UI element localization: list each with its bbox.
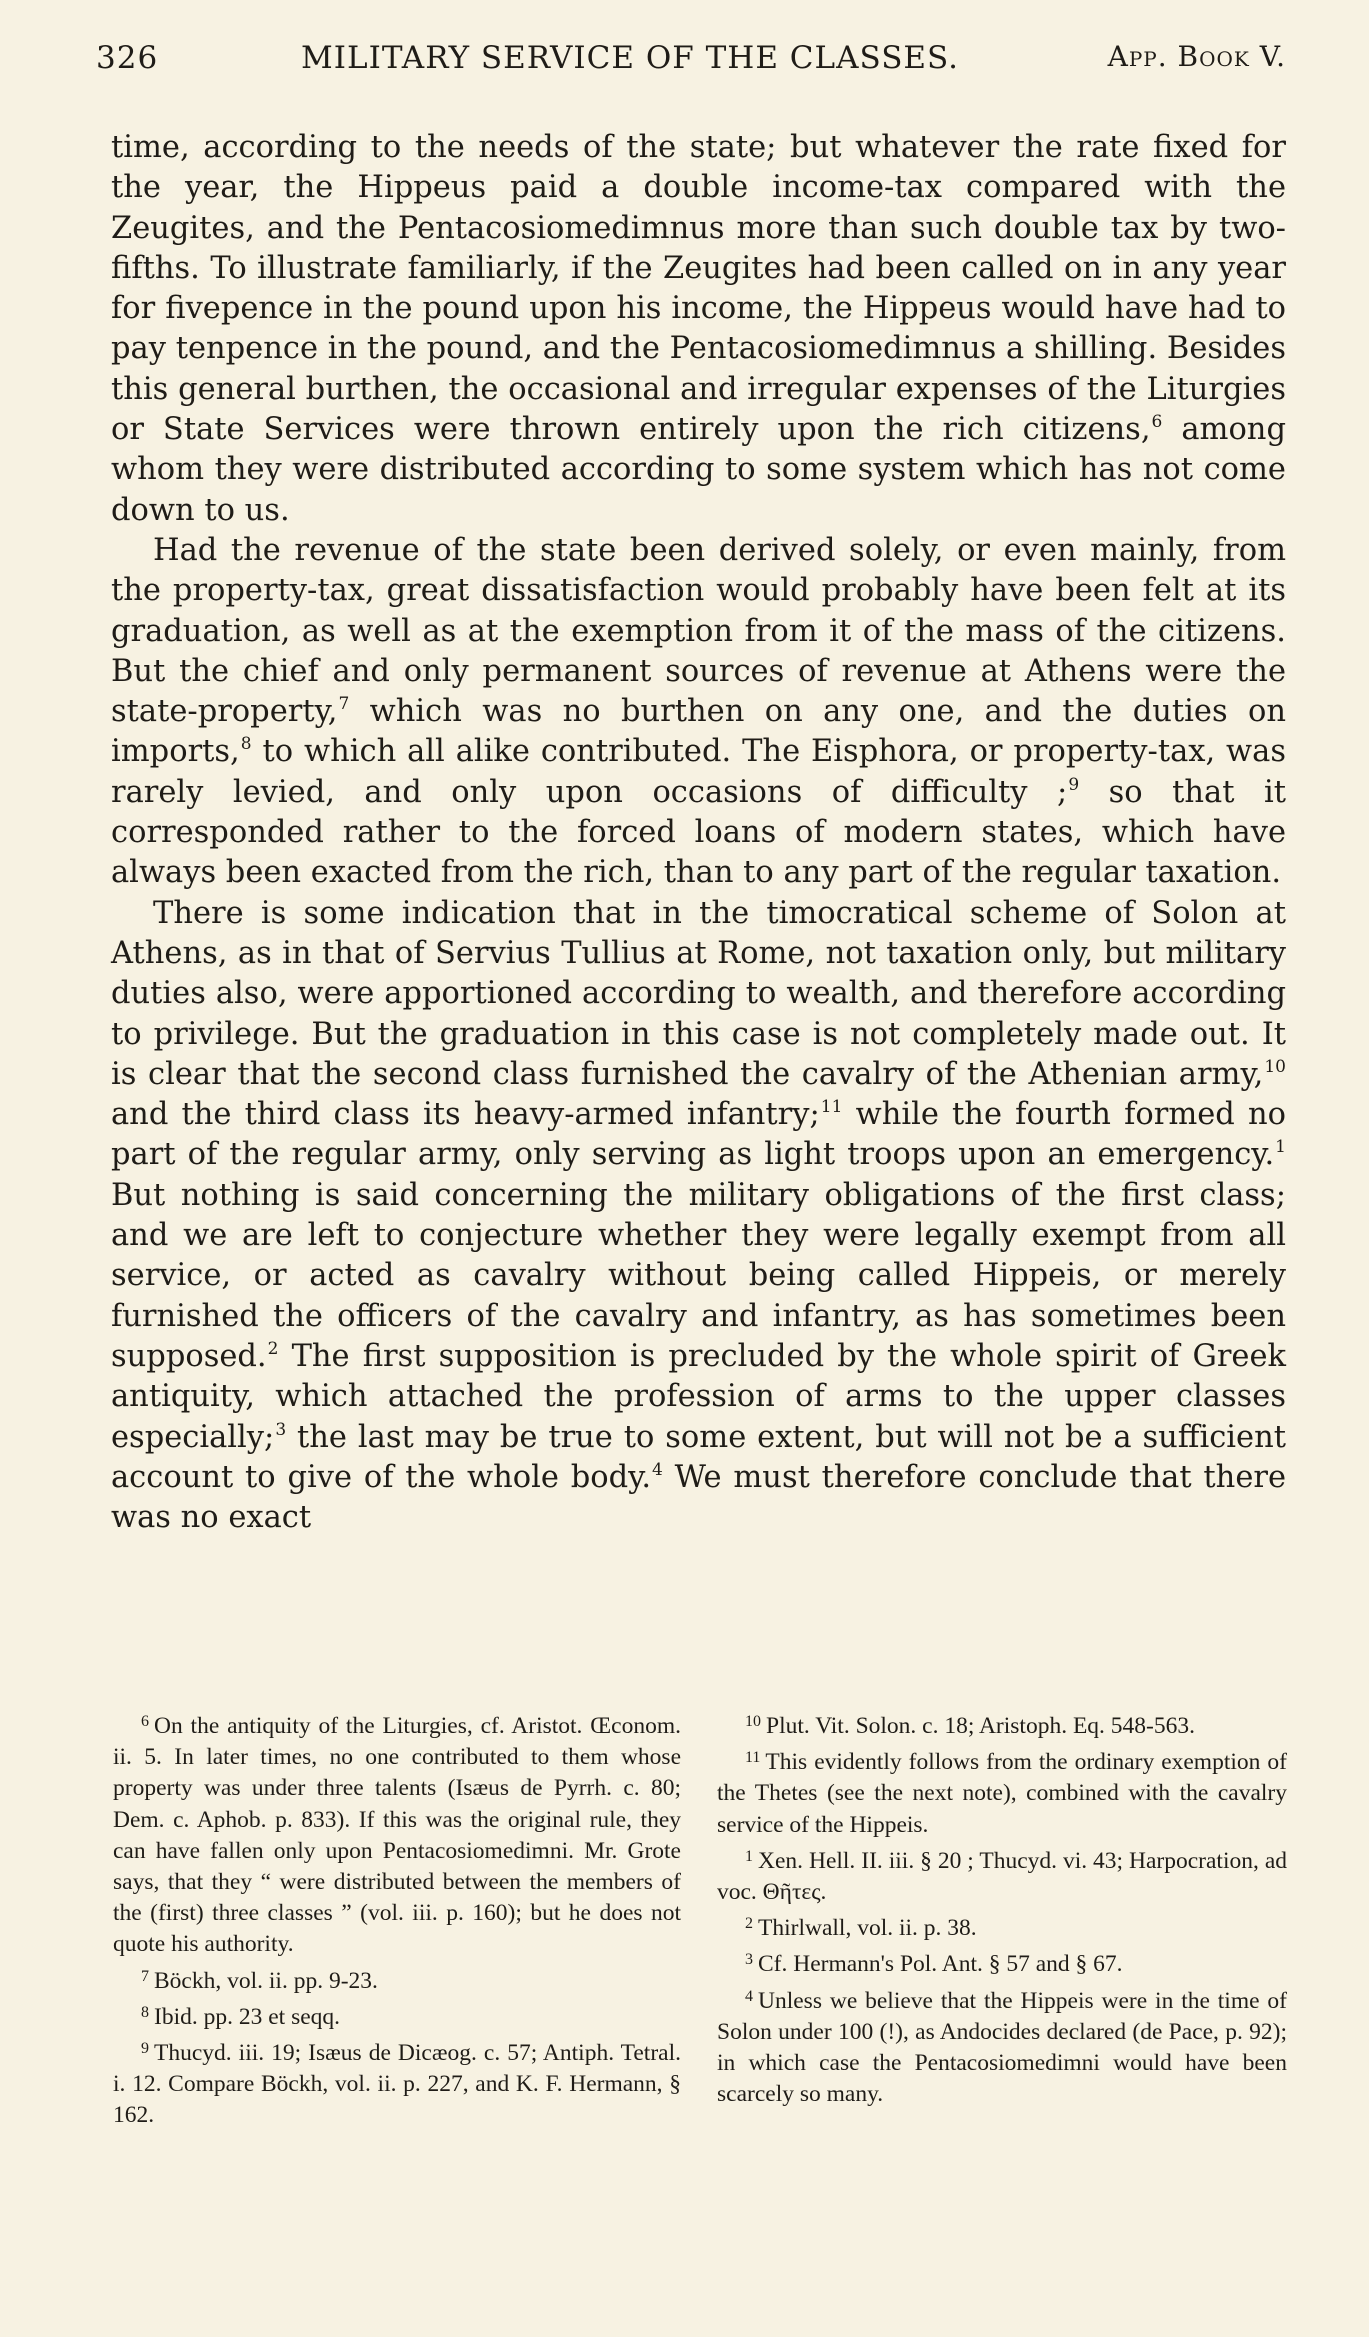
- footnote: [113, 1961, 681, 1997]
- footnote-mark: 11: [745, 1749, 761, 1767]
- paragraph: [111, 894, 1286, 1539]
- footnote: [113, 2033, 681, 2132]
- text-run: to which all alike contributed. The Eisphora, or property-tax, was rarely levied, and only upon occasions of difficulty ;: [111, 734, 1286, 810]
- footnote-text: Thucyd. iii. 19; Isæus de Dicæog. c. 57; Antiph. Tetral. i. 12. Compare Böckh, vol. ii. p. 227, and K. F. Hermann, § 162.: [113, 2040, 681, 2129]
- footnote-ref: 8: [240, 734, 252, 755]
- paragraph: [111, 531, 1286, 894]
- page-number: 326: [96, 40, 159, 76]
- text-run: so that it corresponded rather to the forced loans of modern states, which have always been exacted from the rich, than to any part of the regular taxation.: [111, 774, 1286, 891]
- footnote: [717, 1908, 1287, 1944]
- footnote-text: Cf. Hermann's Pol. Ant. § 57 and § 67.: [758, 1951, 1123, 1978]
- footnote-mark: 1: [745, 1847, 753, 1865]
- text-run: We must therefore conclude that there was no exact: [111, 1459, 1286, 1536]
- footnote-text: Plut. Vit. Solon. c. 18; Aristoph. Eq. 548-563.: [766, 1713, 1196, 1739]
- footnote-mark: 2: [745, 1915, 753, 1933]
- footnote-ref: 3: [275, 1419, 287, 1440]
- text-run: and the third class its heavy-armed infantry;: [111, 1097, 820, 1133]
- footnote-text: This evidently follows from the ordinary exemption of the Thetes (see the next note), combined with the cavalry service of the Hippeis.: [717, 1749, 1287, 1838]
- page-header: [96, 40, 1286, 90]
- text-run: the last may be true to some extent, but will not be a sufficient account to give of the whole body.: [111, 1419, 1286, 1495]
- footnote-mark: 9: [141, 2040, 149, 2058]
- footnote-mark: 6: [141, 1713, 149, 1730]
- text-run: among whom they were distributed according to some system which has not come down to us.: [111, 412, 1286, 528]
- text-run: Had the revenue of the state been derived solely, or even mainly, from the property-tax, great dissatisfaction would probably have been felt at its graduation, as well as at the exemption from it of the mass of the citizens. But the chief and only permanent sources of revenue at Athens were the state-property,: [111, 532, 1286, 730]
- footnote-ref: 7: [338, 694, 350, 715]
- footnote: [113, 1997, 681, 2033]
- running-title: MILITARY SERVICE OF THE CLASSES.: [301, 40, 960, 76]
- footnote-text: Thirlwall, vol. ii. p. 38.: [758, 1915, 977, 1942]
- footnote: [717, 1841, 1287, 1908]
- footnote-ref: 11: [820, 1097, 843, 1118]
- footnote-text: On the antiquity of the Liturgies, cf. Aristot. Œconom. ii. 5. In later times, no one contributed to them whose property was under three talents (Isæus de Pyrrh. c. 80; Dem. c. Aphob. p. 833). If this was the original rule, they can have fallen only upon Pentacosiomedimni. Mr. Grote says, that they “ were distributed between the members of the (first) three classes ” (vol. iii. p. 160); but he does not quote his authority.: [113, 1713, 681, 1958]
- footnote-ref: 9: [1068, 774, 1080, 795]
- text-run: The first supposition is precluded by the whole spirit of Greek antiquity, which attached the profession of arms to the upper classes especially;: [111, 1338, 1286, 1455]
- text-run: There is some indication that in the timocratical scheme of Solon at Athens, as in that of Servius Tullius at Rome, not taxation only, but military duties also, were apportioned according to wealth, and therefore according to privilege. But the graduation in this case is not completely made out. It is clear that the second class furnished the cavalry of the Athenian army,: [111, 895, 1286, 1092]
- text-run: which was no burthen on any one, and the duties on imports,: [111, 694, 1286, 770]
- footnote: [717, 1742, 1287, 1841]
- text-run: time, according to the needs of the state; but whatever the rate fixed for the year, the Hippeus paid a double income-tax compared with the Zeugites, and the Pentacosiomedimnus more than such double tax by two-fifths. To illustrate familiarly, if the Zeugites had been called on in any year for fivepence in the pound upon his income, the Hippeus would have had to pay tenpence in the pound, and the Pentacosiomedimnus a shilling. Besides this general burthen, the occasional and irregular expenses of the Liturgies or State Services were thrown entirely upon the rich citizens,: [111, 130, 1286, 448]
- footnote: [717, 1981, 1287, 2111]
- footnotes-right-column: [717, 1706, 1287, 2110]
- footnote-mark: 4: [745, 1987, 753, 2005]
- main-text: [111, 128, 1286, 1538]
- footnote-text: Xen. Hell. II. iii. § 20 ; Thucyd. vi. 43; Harpocration, ad voc. Θῆτες.: [717, 1847, 1287, 1906]
- footnote: [717, 1706, 1287, 1742]
- footnote-text: Unless we believe that the Hippeis were in the time of Solon under 100 (!), as Andocides declared (de Pace, p. 92); in which case the Pentacosiomedimni would have been scarcely so many.: [717, 1987, 1287, 2108]
- text-run: But nothing is said concerning the military obligations of the first class; and we are left to conjecture whether they were legally exempt from all service, or acted as cavalry without being called Hippeis, or merely furnished the officers of the cavalry and infantry, as has sometimes been supposed.: [111, 1177, 1286, 1374]
- footnote-mark: 3: [745, 1951, 753, 1969]
- footnote-ref: 4: [652, 1459, 663, 1480]
- footnote-mark: 8: [141, 2003, 149, 2021]
- footnote: [717, 1944, 1287, 1980]
- section-reference: App. Book V.: [1107, 40, 1286, 73]
- footnote-ref: 10: [1264, 1056, 1286, 1077]
- footnote: [113, 1706, 681, 1961]
- footnote-ref: 6: [1151, 412, 1163, 433]
- footnote-ref: 1: [1275, 1137, 1286, 1158]
- text-run: while the fourth formed no part of the regular army, only serving as light troops upon an emergency.: [111, 1097, 1286, 1173]
- footnote-text: Böckh, vol. ii. pp. 9-23.: [154, 1967, 378, 1994]
- footnotes: [113, 1706, 1286, 2206]
- footnote-mark: 7: [141, 1967, 149, 1985]
- footnote-text: Ibid. pp. 23 et seqq.: [154, 2003, 341, 2030]
- footnote-ref: 2: [267, 1338, 279, 1359]
- paragraph: [111, 128, 1286, 531]
- footnotes-left-column: [113, 1706, 681, 2132]
- footnote-mark: 10: [745, 1713, 761, 1730]
